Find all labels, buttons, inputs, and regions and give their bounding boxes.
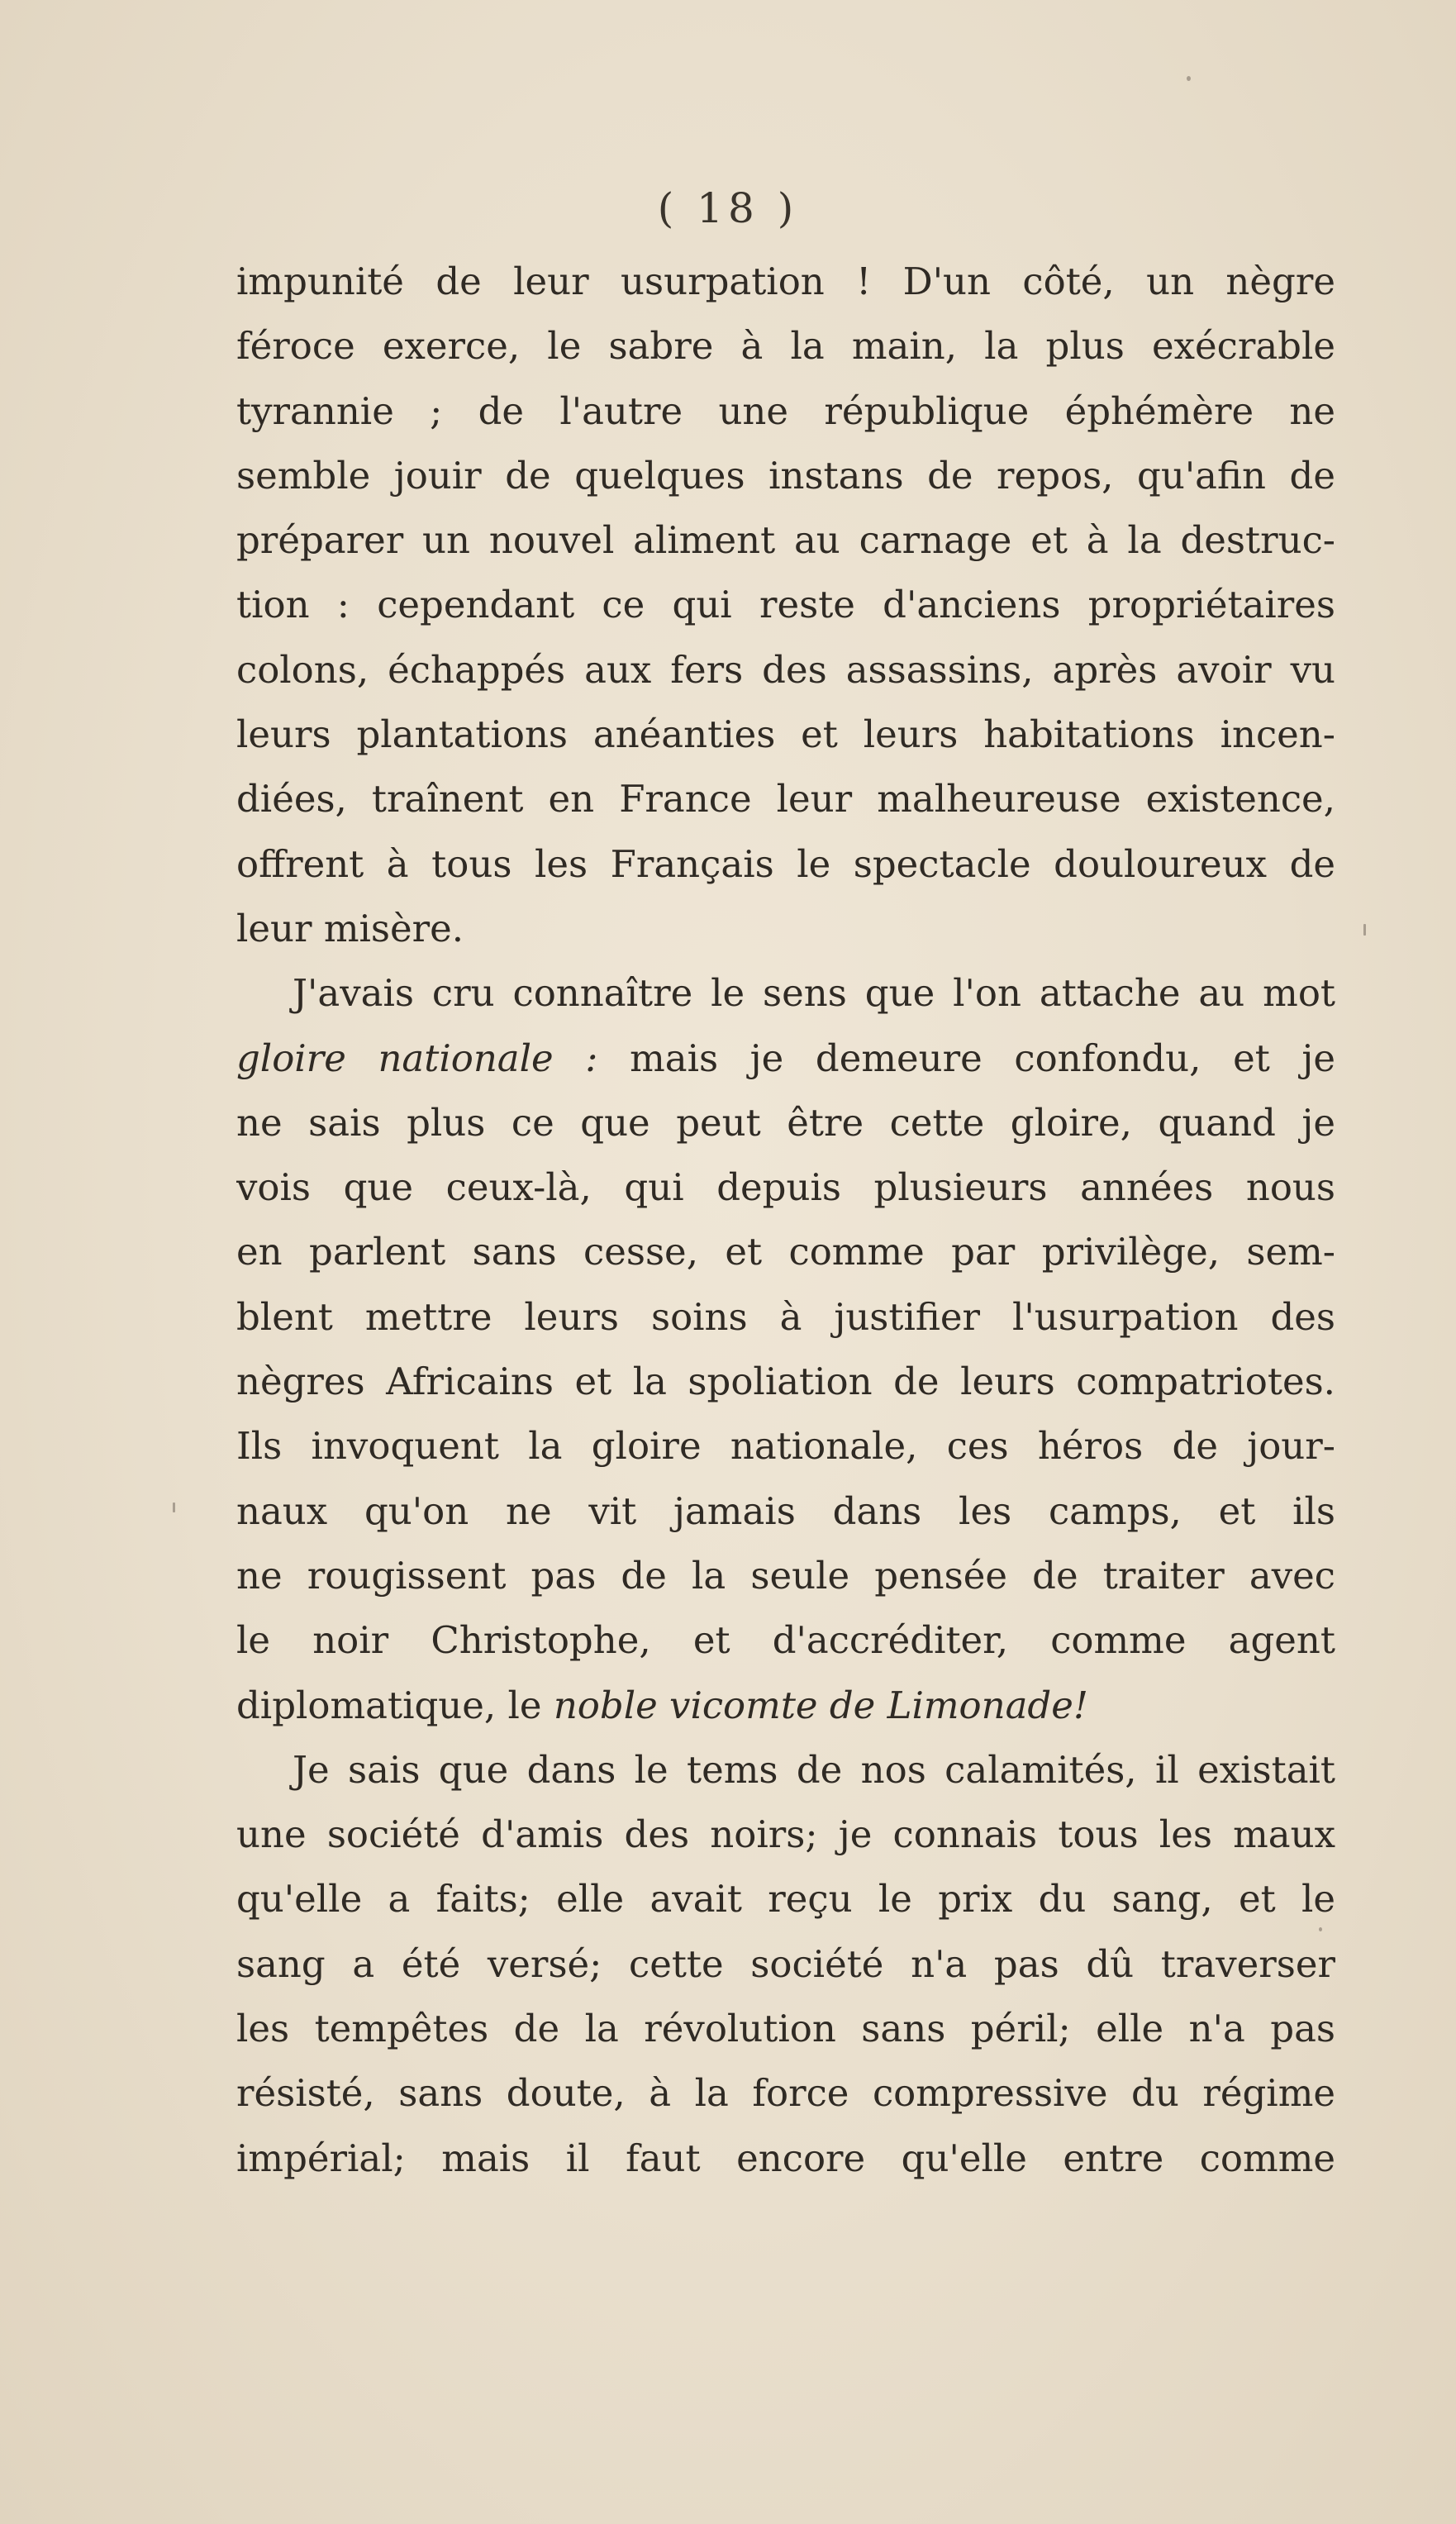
text-line: préparer un nouvel aliment au carnage et à la destruc-	[236, 518, 1335, 563]
text-line: Ils invoquent la gloire nationale, ces héros de jour-	[236, 1424, 1335, 1469]
text-line: semble jouir de quelques instans de repos, qu'afin de	[236, 453, 1335, 498]
text-line: ne sais plus ce que peut être cette gloire, quand je	[236, 1100, 1335, 1145]
text-line: les tempêtes de la révolution sans péril; elle n'a pas	[236, 2007, 1335, 2051]
text-line: Je sais que dans le tems de nos calamités, il existait	[293, 1747, 1335, 1792]
text-line: colons, échappés aux fers des assassins, après avoir vu	[236, 647, 1335, 692]
text-line: une société d'amis des noirs; je connais tous les maux	[236, 1812, 1335, 1857]
italic-phrase: gloire nationale :	[236, 1036, 598, 1080]
text-line: qu'elle a faits; elle avait reçu le prix du sang, et le	[236, 1877, 1335, 1922]
text-line: diées, traînent en France leur malheureuse existence,	[236, 777, 1335, 821]
text-line: féroce exerce, le sabre à la main, la plus exécrable	[236, 324, 1335, 369]
paper-speck	[1363, 924, 1366, 936]
text-line: J'avais cru connaître le sens que l'on attache au mot	[293, 971, 1335, 1016]
line-lead: diplomatique, le	[236, 1683, 554, 1727]
text-line: blent mettre leurs soins à justifier l'usurpation des	[236, 1294, 1335, 1339]
text-line: leurs plantations anéanties et leurs habitations incen-	[236, 712, 1335, 757]
italic-phrase: noble vicomte de Limonade!	[553, 1683, 1088, 1727]
text-line: en parlent sans cesse, et comme par privilège, sem-	[236, 1230, 1335, 1274]
text-line: offrent à tous les Français le spectacle douloureux de	[236, 841, 1335, 886]
paper-speck	[173, 1502, 175, 1512]
text-line: résisté, sans doute, à la force compressive du régime	[236, 2071, 1335, 2116]
text-line: impérial; mais il faut encore qu'elle entre comme	[236, 2136, 1335, 2180]
line-rest: mais je demeure confondu, et je	[597, 1036, 1335, 1080]
paper-speck	[1187, 76, 1191, 81]
body-text	[236, 250, 1335, 2191]
text-line	[236, 1674, 1335, 1738]
text-line: sang a été versé; cette société n'a pas dû traverser	[236, 1941, 1335, 1986]
paper-speck	[1319, 1927, 1322, 1931]
text-line: naux qu'on ne vit jamais dans les camps, et ils	[236, 1488, 1335, 1533]
text-line: le noir Christophe, et d'accréditer, comme agent	[236, 1618, 1335, 1663]
text-line: tion : cependant ce qui reste d'anciens propriétaires	[236, 583, 1335, 627]
text-line: leur misère.	[236, 906, 464, 950]
text-line	[236, 1026, 1335, 1091]
text-line: vois que ceux-là, qui depuis plusieurs années nous	[236, 1165, 1335, 1210]
page-number: ( 18 )	[657, 184, 799, 232]
text-line: nègres Africains et la spoliation de leurs compatriotes.	[236, 1360, 1335, 1404]
text-line: tyrannie ; de l'autre une république éphémère ne	[236, 388, 1335, 433]
text-line: impunité de leur usurpation ! D'un côté, un nègre	[236, 260, 1335, 303]
text-line: ne rougissent pas de la seule pensée de traiter avec	[236, 1553, 1335, 1598]
